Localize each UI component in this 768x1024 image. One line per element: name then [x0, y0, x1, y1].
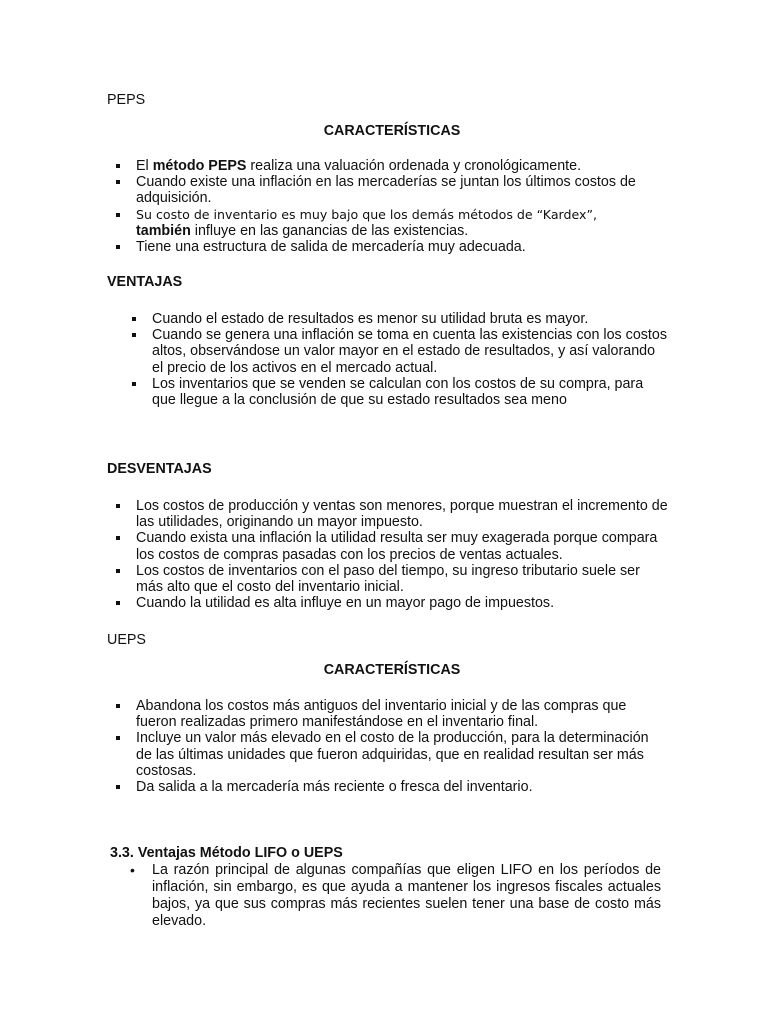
list-item: Da salida a la mercadería más reciente o fresca del inventario.: [108, 779, 668, 795]
list-item: Los costos de inventarios con el paso del tiempo, su ingreso tributario suele ser más alto que el costo del inventario inicial.: [108, 563, 668, 595]
section-label-ueps: UEPS: [107, 632, 146, 648]
list-item: Los costos de producción y ventas son menores, porque muestran el incremento de las utilidades, originando un mayor impuesto.: [108, 498, 668, 530]
list-peps-caracteristicas: [108, 158, 648, 255]
list-item: Incluye un valor más elevado en el costo de la producción, para la determinación de las últimas unidades que fueron adquiridas, que en realidad resultan ser más costosas.: [108, 730, 668, 779]
heading-ueps-caracteristicas: CARACTERÍSTICAS: [323, 662, 461, 678]
list-item: Cuando exista una inflación la utilidad resulta ser muy exagerada porque compara los costos de compras pasadas con los precios de ventas actuales.: [108, 530, 668, 562]
heading-peps-ventajas: VENTAJAS: [107, 274, 183, 290]
section-label-peps: PEPS: [107, 92, 146, 108]
heading-ventajas-lifo: 3.3. Ventajas Método LIFO o UEPS: [110, 845, 343, 861]
list-item: Tiene una estructura de salida de mercadería muy adecuada.: [108, 239, 648, 255]
bullet-icon: •: [130, 862, 135, 878]
list-item: Los inventarios que se venden se calculan con los costos de su compra, para que llegue a la conclusión de que su estado resultados sea meno: [127, 376, 667, 408]
list-item: La razón principal de algunas compañías que eligen LIFO en los períodos de inflación, sin embargo, es que ayuda a mantener los ingresos fiscales actuales bajos, ya que sus compras más recientes suelen tener una base de costo más elevado.: [152, 862, 661, 929]
list-peps-desventajas: [108, 498, 668, 611]
list-lifo-ventajas: [126, 862, 661, 930]
list-ueps-caracteristicas: [108, 698, 668, 795]
list-item: Cuando existe una inflación en las mercaderías se juntan los últimos costos de adquisición.: [108, 174, 648, 206]
list-item: Cuando la utilidad es alta influye en un mayor pago de impuestos.: [108, 595, 668, 611]
list-peps-ventajas: [127, 311, 667, 408]
list-item: El método PEPS realiza una valuación ordenada y cronológicamente.: [108, 158, 648, 174]
list-item: Su costo de inventario es muy bajo que los demás métodos de “Kardex”, también influye en las ganancias de las existencias.: [108, 207, 648, 239]
list-item: Cuando se genera una inflación se toma en cuenta las existencias con los costos altos, observándose un valor mayor en el estado de resultados, y así valorando el precio de los activos en el mercado actual.: [127, 327, 667, 376]
heading-peps-caracteristicas: CARACTERÍSTICAS: [323, 123, 461, 139]
heading-peps-desventajas: DESVENTAJAS: [107, 461, 212, 477]
list-item: Cuando el estado de resultados es menor su utilidad bruta es mayor.: [127, 311, 667, 327]
list-item: Abandona los costos más antiguos del inventario inicial y de las compras que fueron realizadas primero manifestándose en el inventario final.: [108, 698, 668, 730]
